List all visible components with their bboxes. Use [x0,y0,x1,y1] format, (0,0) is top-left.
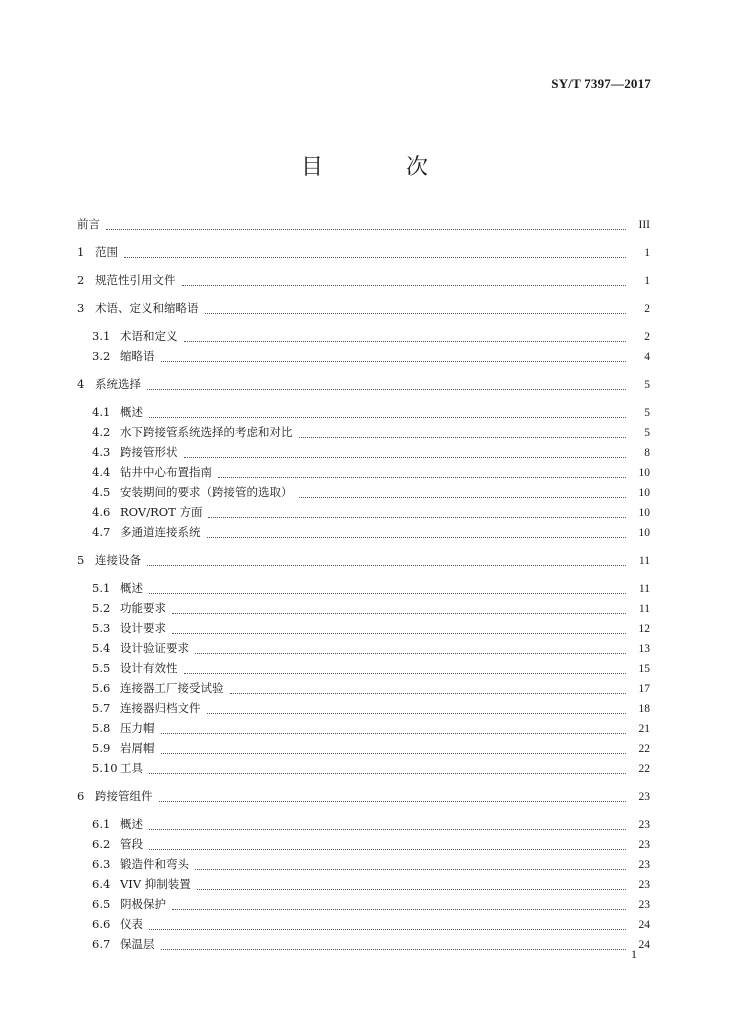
toc-entry-page: 11 [638,583,650,595]
toc-entry-number: 6.4 [92,877,111,891]
toc-entry-page: 10 [638,507,650,519]
page-title: 目 次 [301,155,466,180]
toc-dot-leader [147,565,626,566]
toc-entry-label: 工具 [120,761,143,775]
toc-entry-label: ROV/ROT 方面 [120,505,203,519]
toc-entry-number: 6.1 [92,817,111,831]
toc-entry-number: 1 [77,245,85,259]
toc-dot-leader [230,693,627,694]
toc-entry-label: 连接设备 [95,553,141,567]
toc-entry-page: 15 [638,663,650,675]
toc-dot-leader [159,801,627,802]
toc-entry-page: 18 [638,703,650,715]
toc-dot-leader [299,497,627,498]
toc-entry-number: 5.4 [92,641,111,655]
toc-dot-leader [124,257,626,258]
toc-entry-label: 多通道连接系统 [120,525,201,539]
toc-entry-label: 术语和定义 [120,329,178,343]
toc-entry[interactable] [77,578,650,598]
toc-entry[interactable] [77,854,650,874]
toc-entry-label: 设计有效性 [120,661,178,675]
toc-dot-leader [149,593,626,594]
toc-dot-leader [195,869,626,870]
toc-entry[interactable] [77,422,650,442]
toc-entry-page: 4 [644,351,650,363]
toc-entry-label: 概述 [120,581,143,595]
toc-entry-page: 17 [638,683,650,695]
toc-entry-label: 跨接管形状 [120,445,178,459]
toc-entry[interactable] [77,242,650,262]
toc-entry-number: 6.7 [92,937,111,951]
toc-dot-leader [172,909,626,910]
toc-entry[interactable] [77,678,650,698]
toc-entry-number: 4.4 [92,465,111,479]
toc-entry-label: 设计验证要求 [120,641,189,655]
toc-dot-leader [149,929,626,930]
toc-dot-leader [182,285,627,286]
toc-entry-page: 2 [644,303,650,315]
toc-dot-leader [147,389,626,390]
toc-entry[interactable] [77,786,650,806]
toc-entry-number: 5.9 [92,741,111,755]
toc-entry-number: 5.2 [92,601,111,615]
toc-entry-page: 23 [638,879,650,891]
toc-entry-number: 4 [77,377,85,391]
toc-entry-number: 3.1 [92,329,111,343]
toc-entry[interactable] [77,270,650,290]
toc-entry-label: 锻造件和弯头 [120,857,189,871]
toc-entry-number: 4.2 [92,425,111,439]
toc-entry-page: 23 [638,819,650,831]
toc-entry-label: 缩略语 [120,349,155,363]
toc-entry-page: 2 [644,331,650,343]
toc-entry[interactable] [77,874,650,894]
toc-entry-number: 5.1 [92,581,111,595]
toc-entry-page: 23 [638,791,650,803]
toc-entry-number: 5.3 [92,621,111,635]
toc-dot-leader [161,949,627,950]
toc-dot-leader [161,361,627,362]
toc-entry-page: 13 [638,643,650,655]
toc-entry-number: 4.7 [92,525,111,539]
toc-entry[interactable] [77,298,650,318]
toc-entry-number: 6.6 [92,917,111,931]
toc-dot-leader [149,773,626,774]
toc-entry[interactable] [77,374,650,394]
toc-entry-label: 设计要求 [120,621,166,635]
toc-dot-leader [208,517,626,518]
toc-entry-label: 跨接管组件 [95,789,153,803]
toc-entry-label: 概述 [120,817,143,831]
toc-entry[interactable] [77,718,650,738]
toc-entry[interactable] [77,738,650,758]
toc-entry-page: 11 [638,603,650,615]
toc-entry-number: 4.3 [92,445,111,459]
toc-entry-label: 安装期间的要求（跨接管的选取） [120,485,293,499]
toc-dot-leader [197,889,626,890]
toc-entry-page: 24 [638,919,650,931]
toc-entry-number: 6.2 [92,837,111,851]
toc-entry-page: 5 [644,427,650,439]
toc-entry-number: 6.3 [92,857,111,871]
toc-dot-leader [184,457,627,458]
toc-entry[interactable] [77,934,650,954]
toc-entry-label: 规范性引用文件 [95,273,176,287]
toc-dot-leader [149,417,626,418]
toc-entry-label: 保温层 [120,937,155,951]
toc-dot-leader [299,437,627,438]
toc-entry-label: 概述 [120,405,143,419]
toc-entry[interactable] [77,914,650,934]
toc-entry-page: 10 [638,467,650,479]
toc-entry-page: III [638,219,650,231]
toc-dot-leader [218,477,626,478]
toc-entry[interactable] [77,658,650,678]
toc-dot-leader [184,673,627,674]
toc-entry[interactable] [77,834,650,854]
toc-entry-page: 5 [644,407,650,419]
toc-entry[interactable] [77,698,650,718]
toc-entry[interactable] [77,346,650,366]
toc-dot-leader [184,341,627,342]
toc-entry-label: 钻井中心布置指南 [120,465,212,479]
toc-entry-label: 连接器归档文件 [120,701,201,715]
toc-entry-number: 2 [77,273,85,287]
toc-entry-number: 5.10 [92,761,118,775]
table-of-contents [77,214,650,954]
toc-entry[interactable] [77,502,650,522]
toc-dot-leader [106,229,626,230]
toc-entry-label: 前言 [77,217,100,231]
toc-entry[interactable] [77,214,650,234]
toc-entry-page: 8 [644,447,650,459]
toc-entry-label: 压力帽 [120,721,155,735]
toc-dot-leader [207,713,627,714]
toc-entry-page: 11 [638,555,650,567]
toc-entry-label: 阴极保护 [120,897,166,911]
toc-entry[interactable] [77,442,650,462]
standard-code: SY/T 7397—2017 [551,76,651,91]
toc-entry-label: 术语、定义和缩略语 [95,301,199,315]
toc-entry-label: 连接器工厂接受试验 [120,681,224,695]
toc-entry[interactable] [77,598,650,618]
page-number: 1 [631,947,637,961]
toc-entry-number: 4.5 [92,485,111,499]
toc-entry-number: 6 [77,789,85,803]
toc-entry-page: 1 [644,275,650,287]
toc-entry-label: 范围 [95,245,118,259]
toc-entry-page: 1 [644,247,650,259]
toc-dot-leader [195,653,626,654]
toc-entry-number: 3.2 [92,349,111,363]
toc-entry-number: 3 [77,301,85,315]
toc-dot-leader [149,829,626,830]
toc-entry-label: 岩屑帽 [120,741,155,755]
toc-entry-page: 23 [638,859,650,871]
toc-dot-leader [207,537,627,538]
toc-entry-number: 5.7 [92,701,111,715]
toc-entry-number: 5.5 [92,661,111,675]
toc-entry-label: 系统选择 [95,377,141,391]
toc-entry-page: 10 [638,527,650,539]
toc-entry-page: 21 [638,723,650,735]
toc-entry[interactable] [77,522,650,542]
toc-entry[interactable] [77,462,650,482]
toc-entry-page: 23 [638,839,650,851]
toc-entry[interactable] [77,758,650,778]
toc-entry-page: 22 [638,743,650,755]
toc-entry-page: 5 [644,379,650,391]
toc-entry-page: 12 [638,623,650,635]
toc-entry-page: 22 [638,763,650,775]
toc-entry[interactable] [77,894,650,914]
toc-entry[interactable] [77,638,650,658]
toc-entry[interactable] [77,550,650,570]
toc-entry-label: 仪表 [120,917,143,931]
toc-entry-page: 23 [638,899,650,911]
toc-entry-label: 功能要求 [120,601,166,615]
toc-entry[interactable] [77,326,650,346]
toc-entry-number: 4.1 [92,405,111,419]
toc-entry[interactable] [77,402,650,422]
toc-entry[interactable] [77,482,650,502]
toc-entry-label: VIV 抑制装置 [120,877,191,891]
toc-dot-leader [161,753,627,754]
toc-entry-label: 水下跨接管系统选择的考虑和对比 [120,425,293,439]
toc-entry-page: 10 [638,487,650,499]
toc-entry-number: 5.6 [92,681,111,695]
toc-dot-leader [205,313,627,314]
toc-entry-number: 4.6 [92,505,111,519]
toc-entry-label: 管段 [120,837,143,851]
toc-dot-leader [149,849,626,850]
toc-entry-number: 6.5 [92,897,111,911]
toc-entry[interactable] [77,814,650,834]
toc-entry-page: 24 [638,939,650,951]
toc-entry-number: 5.8 [92,721,111,735]
toc-entry[interactable] [77,618,650,638]
toc-dot-leader [172,633,626,634]
toc-entry-number: 5 [77,553,85,567]
toc-dot-leader [161,733,627,734]
toc-dot-leader [172,613,626,614]
